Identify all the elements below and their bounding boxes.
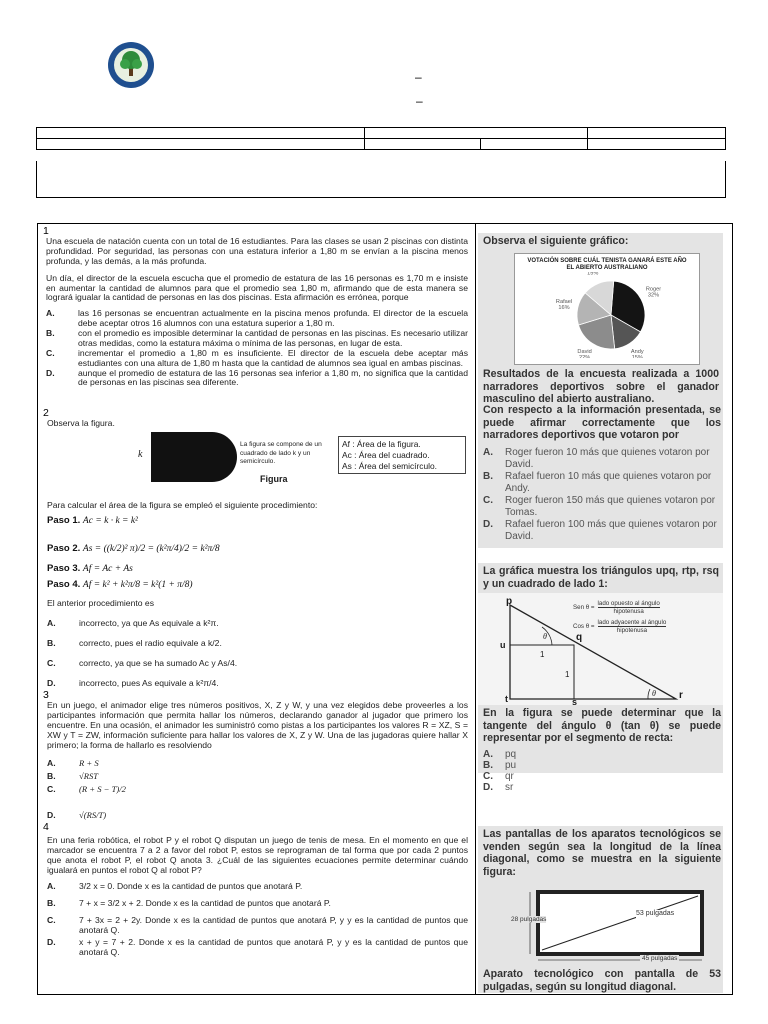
figure-caption: La figura se compone de un cuadrado de lado k y un semicírculo.: [240, 441, 322, 466]
square-side-label-top: 1: [540, 650, 545, 659]
column-divider: [475, 223, 476, 995]
figure-side-label: k: [138, 449, 143, 460]
question-1-option-d[interactable]: D. aunque el promedio de estatura de las 16 personas sea inferior a 1,80 m, no significa que la cantidad de personas en las piscinas sea diferente.: [46, 367, 468, 388]
pie-option-c[interactable]: C. Roger fueron 150 más que quienes votaron por Tomas.: [483, 495, 716, 518]
question-2-option-a[interactable]: A. incorrecto, ya que As equivale a k²π.: [47, 618, 219, 628]
question-4-option-b[interactable]: B. 7 + x = 3/2 x + 2. Donde x es la cantidad de puntos que anotará P.: [47, 898, 331, 908]
point-r-label: r: [679, 690, 683, 701]
header-cell[interactable]: [365, 139, 481, 150]
procedure-steps: [47, 516, 347, 595]
header-cell[interactable]: [588, 139, 726, 150]
header-cell[interactable]: [37, 128, 365, 139]
procedure-step-1: Paso 1. Ac = k · k = k²: [47, 515, 138, 526]
question-4-options: [47, 882, 468, 960]
header-dash-2: –: [416, 94, 423, 108]
point-s-label: s: [572, 697, 578, 707]
area-legend-item: As : Área del semicírculo.: [342, 460, 437, 471]
pie-label-david: David: [577, 349, 592, 356]
question-2-option-d[interactable]: D. incorrecto, pues As equivale a k²π/4.: [47, 678, 219, 688]
pie-question-intro: Observa el siguiente gráfico:: [483, 235, 629, 247]
question-3-number: 3: [43, 689, 49, 701]
point-t-label: t: [505, 694, 508, 704]
pie-chart-box: [514, 253, 700, 365]
question-4-option-a[interactable]: A. 3/2 x = 0. Donde x es la cantidad de puntos que anotará P.: [47, 881, 303, 891]
header-cell[interactable]: [588, 128, 726, 139]
sine-formula: Sen θ = lado opuesto al ángulo hipotenusa Cos θ = lado adyacente al ángulo hipotenusa: [573, 600, 667, 635]
procedure-step-2: Paso 2. As = ((k/2)² π)/2 = (k²π/4)/2 = k²π/8: [47, 543, 220, 554]
question-1: [46, 237, 468, 388]
pie-option-b[interactable]: B. Rafael fueron 10 más que quienes votaron por Andy.: [483, 471, 712, 494]
header-info-table: [36, 127, 726, 150]
question-3-option-a[interactable]: A. R + S: [47, 758, 99, 768]
question-1-paragraph-1: Una escuela de natación cuenta con un total de 16 estudiantes. Para las clases se usan 2 piscinas con distinta profundidad. Por seguridad, las personas con una estatura inferior a 1,80 m se envían a la piscina menos profunda, y las demás, a la más profunda.: [46, 236, 468, 266]
question-2-option-c[interactable]: C. correcto, ya que se ha sumado Ac y As/4.: [47, 658, 238, 668]
screen-figure-caption: Aparato tecnológico con pantalla de 53 pulgadas, según su longitud diagonal.: [483, 968, 721, 993]
question-3-option-b[interactable]: B. √RST: [47, 771, 99, 781]
question-2-intro: Observa la figura.: [47, 418, 115, 428]
triangle-option-d[interactable]: D. sr: [483, 782, 514, 793]
question-3-option-c[interactable]: C. (R + S − T)/2: [47, 784, 126, 794]
square-semicircle-figure: [150, 431, 238, 483]
pie-label-rafael: Rafael 16%: [555, 299, 573, 312]
question-1-options: [46, 309, 468, 388]
header-cell: [37, 150, 726, 151]
figure-title: Figura: [260, 474, 288, 484]
screen-question-intro: Las pantallas de los aparatos tecnológicos se venden según sea la longitud de la línea diagonal, como se muestra en la siguiente figura:: [483, 828, 721, 879]
point-q-label: q: [576, 632, 583, 643]
screen-width-label: 45 pulgadas: [642, 955, 678, 962]
procedure-step-4: Paso 4. Af = k² + k²π/8 = k²(1 + π/8): [47, 579, 193, 590]
square-side-label-right: 1: [565, 670, 570, 679]
pie-label-roger: Roger 32%: [645, 286, 662, 299]
school-logo: [106, 40, 156, 90]
pie-question-text: Con respecto a la información presentada, se puede afirmar correctamente que los narradores deportivos que votaron por: [483, 404, 721, 442]
pie-label-andy: Andy: [630, 349, 644, 356]
point-p-label: p: [506, 596, 513, 607]
header-notes-box[interactable]: [36, 161, 726, 198]
area-legend-item: Af : Área de la figura.: [342, 439, 421, 449]
cosine-formula: Cos θ = lado adyacente al ángulo hipotenusa: [573, 619, 667, 635]
header-cell[interactable]: [365, 128, 588, 139]
point-u-label: u: [500, 640, 506, 650]
question-4-option-d[interactable]: D. x + y = 7 + 2. Donde x es la cantidad de puntos que anotará P, y y es la cantidad de puntos que anotará Q.: [47, 937, 468, 957]
procedure-step-3: Paso 3. Af = Ac + As: [47, 563, 133, 574]
question-1-paragraph-2: Un día, el director de la escuela escucha que el promedio de estatura de las 16 personas es 1,70 m e insiste en aumentar la cantidad de alumnos para que el promedio sea 1,80 m, afirmando que de esta manera se logrará igualar la cantidad de personas en las dos piscinas. Esta afirmación es errónea, porque: [46, 272, 468, 303]
procedure-conclusion: El anterior procedimiento es: [47, 598, 154, 608]
triangle-option-c[interactable]: C. qr: [483, 771, 514, 782]
question-2-number: 2: [43, 407, 49, 419]
triangle-question-intro: La gráfica muestra los triángulos upq, rtp, rsq y un cuadrado de lado 1:: [483, 565, 719, 590]
pie-question-options: [483, 447, 721, 543]
question-3-option-d[interactable]: D. √(RS/T): [47, 810, 107, 820]
question-2-options: [47, 619, 427, 699]
question-3-options: [47, 759, 427, 820]
header-dash-1: –: [415, 70, 422, 84]
triangle-question-options: [483, 749, 721, 793]
question-4-paragraph: En una feria robótica, el robot P y el robot Q disputan un juego de tenis de mesa. En el momento en que el marcador se encuentra 7 a 2 a favor del robot P, estos se reprograman de tal forma que por cada 2 puntos que anota el robot P, el robot Q anota 3. ¿Cuál de las siguientes ecuaciones permite determinar cuándo igualará en puntos el robot Q al robot P?: [47, 835, 468, 875]
triangle-option-b[interactable]: B. pu: [483, 760, 517, 771]
theta-label-bottom: θ: [652, 689, 656, 698]
triangle-question-text: En la figura se puede determinar que la tangente del ángulo θ (tan θ) se puede representar por el segmento de recta:: [483, 707, 721, 745]
screen-diagonal-label: 53 pulgadas: [636, 910, 675, 917]
theta-label-top: θ: [543, 632, 547, 641]
area-legend: [338, 436, 466, 474]
pie-option-d[interactable]: D. Rafael fueron 100 más que quienes votaron por David.: [483, 519, 717, 542]
question-1-number: 1: [43, 225, 49, 237]
header-cell[interactable]: [37, 139, 365, 150]
pie-chart: [515, 272, 699, 358]
question-1-option-a[interactable]: A. las 16 personas se encuentran actualmente en la piscina menos profunda. El director de la escuela debe aceptar otros 16 alumnos con una estatura superior a 1,80 m.: [46, 308, 468, 329]
pie-chart-title: VOTACIÓN SOBRE CUÁL TENISTA GANARÁ ESTE AÑO EL ABIERTO AUSTRALIANO: [527, 258, 687, 272]
area-legend-item: Ac : Área del cuadrado.: [342, 449, 430, 460]
question-1-option-c[interactable]: C. incrementar el promedio a 1,80 m es insuficiente. El director de la escuela debe aceptar más estudiantes con una altura de 1,80 m hasta que la cantidad de alumnos sea igual en ambas piscinas.: [46, 347, 468, 368]
question-2-option-b[interactable]: B. correcto, pues el radio equivale a k/2.: [47, 638, 222, 648]
question-4-number: 4: [43, 821, 49, 833]
procedure-intro: Para calcular el área de la figura se empleó el siguiente procedimiento:: [47, 500, 318, 510]
screen-height-label: 28 pulgadas: [511, 916, 547, 923]
pie-chart-caption: Resultados de la encuesta realizada a 1000 narradores deportivos sobre el ganador masculino del abierto australiano.: [483, 368, 719, 406]
question-4-option-c[interactable]: C. 7 + 3x = 2 + 2y. Donde x es la cantidad de puntos que anotará P, y y es la cantidad de puntos que anotará Q.: [47, 915, 468, 935]
header-cell[interactable]: [481, 139, 588, 150]
pie-option-a[interactable]: A. Roger fueron 10 más que quienes votaron por David.: [483, 447, 710, 470]
triangle-option-a[interactable]: A. pq: [483, 749, 517, 760]
question-3-paragraph: En un juego, el animador elige tres números positivos, X, Z y W, y una vez elegidos debe proveerles a los participantes información que permita hallar los números, declarando ganador al jugador que primero los encuentre. En una ocasión, el animador les suministró como pistas a los participantes los valores R = XZ, S = XW y T = ZW, información suficiente para hallar los valores de X, Z y W. Una de las jugadoras quiere hallar X primero; la forma de hallarlo es resolviendo: [47, 700, 468, 750]
question-1-option-b[interactable]: B. con el promedio es imposible determinar la cantidad de personas en las piscinas. Es necesario utilizar otras medidas, como la estatura máxima o mínima de las personas, en lugar de esta.: [46, 328, 468, 348]
pie-label-tomas: 15%: [587, 272, 599, 278]
